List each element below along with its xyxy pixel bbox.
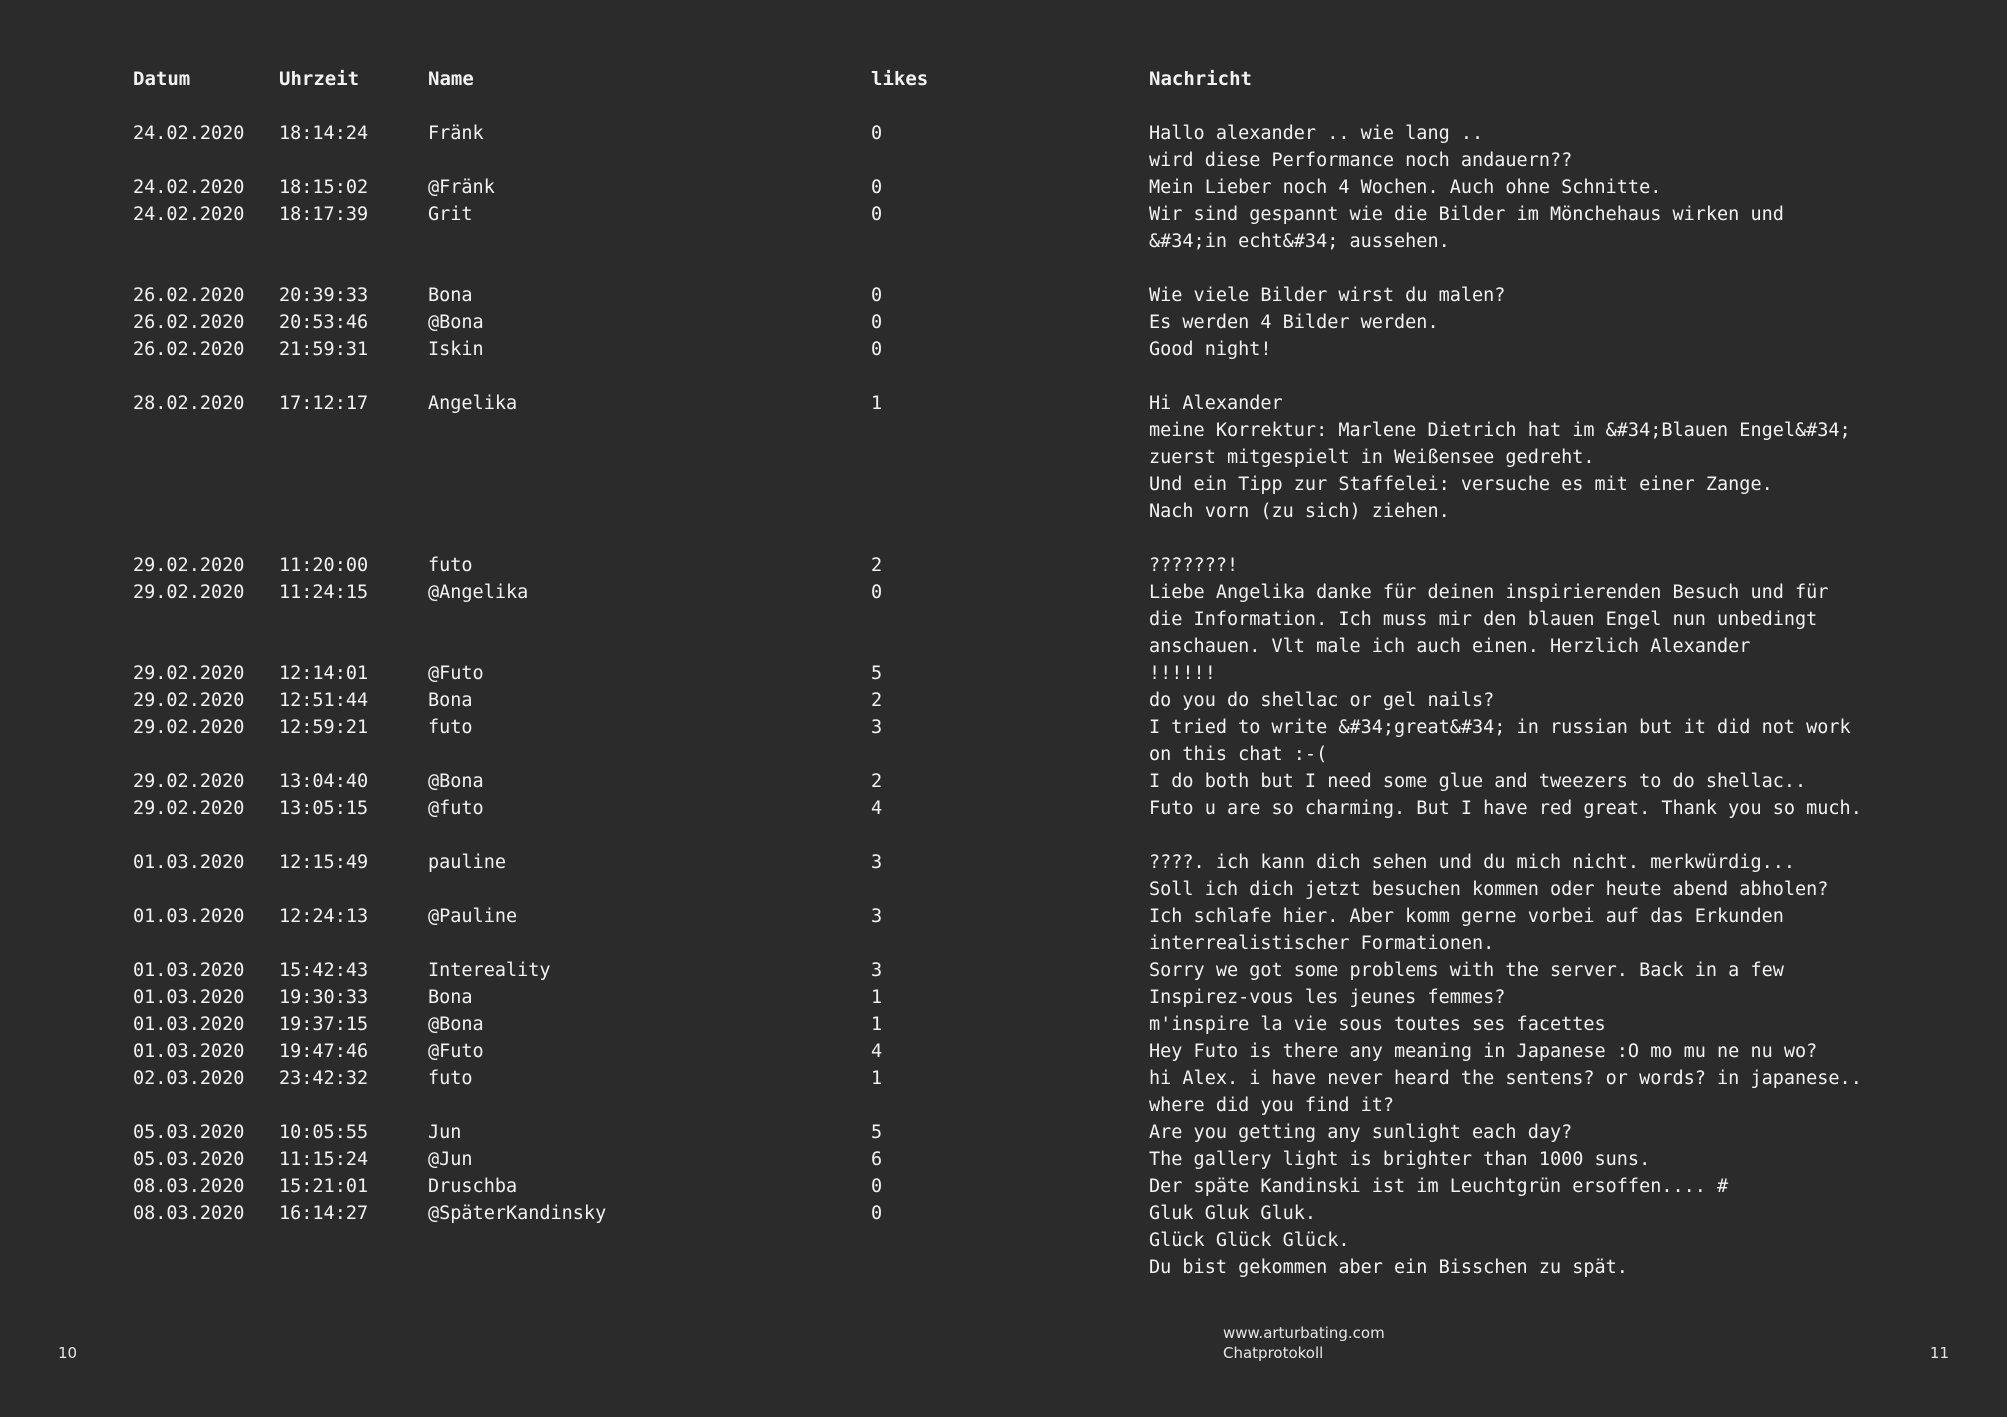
row-message	[1149, 1038, 1989, 1065]
column-header-name: Name	[428, 68, 474, 90]
row-name: Jun	[428, 1122, 462, 1143]
row-time: 12:51:44	[279, 690, 369, 711]
message-line: where did you find it?	[1149, 1095, 1395, 1116]
table-row	[0, 201, 2007, 255]
message-line: Are you getting any sunlight each day?	[1149, 1122, 1573, 1143]
table-row	[0, 390, 2007, 525]
row-likes: 0	[871, 204, 883, 225]
table-row	[0, 768, 2007, 795]
message-line: meine Korrektur: Marlene Dietrich hat im &#34;Blauen Engel&#34;	[1149, 420, 1851, 441]
row-name: @Futo	[428, 1041, 484, 1062]
row-time: 12:24:13	[279, 906, 369, 927]
row-likes: 1	[871, 987, 883, 1008]
table-row	[0, 1173, 2007, 1200]
row-message	[1149, 309, 1989, 336]
row-name: @Fränk	[428, 177, 495, 198]
row-date: 08.03.2020	[133, 1203, 245, 1224]
row-likes: 5	[871, 1122, 883, 1143]
row-message	[1149, 552, 1989, 579]
row-likes: 4	[871, 1041, 883, 1062]
row-time: 17:12:17	[279, 393, 369, 414]
row-time: 11:24:15	[279, 582, 369, 603]
row-name: @Angelika	[428, 582, 529, 603]
row-message	[1149, 903, 1989, 957]
row-message	[1149, 984, 1989, 1011]
row-date: 29.02.2020	[133, 717, 245, 738]
row-time: 20:39:33	[279, 285, 369, 306]
row-time: 15:42:43	[279, 960, 369, 981]
row-message	[1149, 1146, 1989, 1173]
row-time: 23:42:32	[279, 1068, 369, 1089]
row-message	[1149, 1011, 1989, 1038]
chat-log-table	[0, 120, 2007, 1281]
message-line: Du bist gekommen aber ein Bisschen zu spät.	[1149, 1257, 1628, 1278]
row-time: 18:15:02	[279, 177, 369, 198]
row-message	[1149, 282, 1989, 309]
row-name: futo	[428, 555, 473, 576]
table-row	[0, 1011, 2007, 1038]
row-date: 02.03.2020	[133, 1068, 245, 1089]
row-name: @Bona	[428, 1014, 484, 1035]
row-likes: 4	[871, 798, 883, 819]
row-time: 13:05:15	[279, 798, 369, 819]
row-name: pauline	[428, 852, 506, 873]
table-row	[0, 957, 2007, 984]
row-likes: 0	[871, 123, 883, 144]
table-row	[0, 1038, 2007, 1065]
row-time: 11:20:00	[279, 555, 369, 576]
row-time: 19:37:15	[279, 1014, 369, 1035]
message-line: Glück Glück Glück.	[1149, 1230, 1350, 1251]
row-likes: 2	[871, 555, 883, 576]
message-line: Es werden 4 Bilder werden.	[1149, 312, 1439, 333]
footer-url: www.arturbating.com	[1223, 1324, 1385, 1342]
message-line: Mein Lieber noch 4 Wochen. Auch ohne Schnitte.	[1149, 177, 1662, 198]
row-time: 21:59:31	[279, 339, 369, 360]
message-line: die Information. Ich muss mir den blauen Engel nun unbedingt	[1149, 609, 1818, 630]
row-message	[1149, 849, 1989, 903]
row-time: 11:15:24	[279, 1149, 369, 1170]
row-message	[1149, 390, 1989, 525]
table-row	[0, 174, 2007, 201]
message-line: ????. ich kann dich sehen und du mich nicht. merkwürdig...	[1149, 852, 1796, 873]
row-date: 29.02.2020	[133, 555, 245, 576]
message-line: Wir sind gespannt wie die Bilder im Mönchehaus wirken und	[1149, 204, 1784, 225]
row-time: 19:30:33	[279, 987, 369, 1008]
footer-title: Chatprotokoll	[1223, 1344, 1324, 1362]
row-time: 12:59:21	[279, 717, 369, 738]
column-header-message: Nachricht	[1149, 68, 1252, 90]
message-line: Hey Futo is there any meaning in Japanese :O mo mu ne nu wo?	[1149, 1041, 1818, 1062]
row-likes: 0	[871, 339, 883, 360]
row-date: 28.02.2020	[133, 393, 245, 414]
row-date: 08.03.2020	[133, 1176, 245, 1197]
row-message	[1149, 174, 1989, 201]
message-line: The gallery light is brighter than 1000 suns.	[1149, 1149, 1651, 1170]
row-likes: 1	[871, 1068, 883, 1089]
table-row	[0, 687, 2007, 714]
row-name: Grit	[428, 204, 473, 225]
message-line: Gluk Gluk Gluk.	[1149, 1203, 1317, 1224]
column-header-likes: likes	[871, 68, 929, 90]
message-line: anschauen. Vlt male ich auch einen. Herzlich Alexander	[1149, 636, 1751, 657]
table-row	[0, 282, 2007, 309]
row-name: @Bona	[428, 771, 484, 792]
message-line: zuerst mitgespielt in Weißensee gedreht.	[1149, 447, 1595, 468]
row-date: 26.02.2020	[133, 285, 245, 306]
row-date: 01.03.2020	[133, 987, 245, 1008]
table-row	[0, 1065, 2007, 1119]
row-date: 01.03.2020	[133, 1041, 245, 1062]
row-date: 26.02.2020	[133, 312, 245, 333]
message-line: ???????!	[1149, 555, 1239, 576]
row-message	[1149, 201, 1989, 255]
table-row	[0, 903, 2007, 957]
message-line: interrealistischer Formationen.	[1149, 933, 1495, 954]
table-row	[0, 984, 2007, 1011]
table-row	[0, 849, 2007, 903]
row-likes: 3	[871, 906, 883, 927]
table-row	[0, 120, 2007, 174]
row-time: 10:05:55	[279, 1122, 369, 1143]
message-line: wird diese Performance noch andauern??	[1149, 150, 1573, 171]
row-name: Intereality	[428, 960, 551, 981]
row-date: 24.02.2020	[133, 123, 245, 144]
row-message	[1149, 687, 1989, 714]
row-name: futo	[428, 1068, 473, 1089]
table-row	[0, 1146, 2007, 1173]
page-number-left: 10	[58, 1344, 78, 1362]
row-likes: 6	[871, 1149, 883, 1170]
row-message	[1149, 1065, 1989, 1119]
row-likes: 3	[871, 960, 883, 981]
row-likes: 2	[871, 690, 883, 711]
row-likes: 0	[871, 177, 883, 198]
row-likes: 1	[871, 1014, 883, 1035]
message-line: Futo u are so charming. But I have red great. Thank you so much.	[1149, 798, 1862, 819]
row-time: 16:14:27	[279, 1203, 369, 1224]
row-date: 01.03.2020	[133, 1014, 245, 1035]
row-likes: 0	[871, 1203, 883, 1224]
table-row	[0, 579, 2007, 660]
table-row	[0, 1200, 2007, 1281]
row-message	[1149, 768, 1989, 795]
column-header-time: Uhrzeit	[279, 68, 360, 90]
table-row	[0, 795, 2007, 822]
message-line: m'inspire la vie sous toutes ses facettes	[1149, 1014, 1606, 1035]
row-date: 01.03.2020	[133, 960, 245, 981]
row-date: 26.02.2020	[133, 339, 245, 360]
message-line: Ich schlafe hier. Aber komm gerne vorbei auf das Erkunden	[1149, 906, 1784, 927]
table-row	[0, 1119, 2007, 1146]
row-name: @futo	[428, 798, 484, 819]
row-date: 29.02.2020	[133, 798, 245, 819]
page-number-right: 11	[1929, 1344, 1949, 1362]
row-message	[1149, 336, 1989, 363]
row-likes: 1	[871, 393, 883, 414]
row-message	[1149, 120, 1989, 174]
row-time: 18:14:24	[279, 123, 369, 144]
row-date: 29.02.2020	[133, 663, 245, 684]
row-time: 12:15:49	[279, 852, 369, 873]
message-line: !!!!!!	[1149, 663, 1216, 684]
message-line: Nach vorn (zu sich) ziehen.	[1149, 501, 1450, 522]
row-name: @Jun	[428, 1149, 473, 1170]
row-time: 13:04:40	[279, 771, 369, 792]
row-message	[1149, 714, 1989, 768]
message-line: Sorry we got some problems with the server. Back in a few	[1149, 960, 1784, 981]
row-date: 01.03.2020	[133, 852, 245, 873]
row-likes: 2	[871, 771, 883, 792]
row-name: Fränk	[428, 123, 484, 144]
row-likes: 0	[871, 1176, 883, 1197]
table-row	[0, 660, 2007, 687]
row-message	[1149, 660, 1989, 687]
row-date: 01.03.2020	[133, 906, 245, 927]
message-line: Und ein Tipp zur Staffelei: versuche es mit einer Zange.	[1149, 474, 1773, 495]
table-row	[0, 714, 2007, 768]
row-likes: 3	[871, 717, 883, 738]
message-line: Good night!	[1149, 339, 1272, 360]
column-header-date: Datum	[133, 68, 191, 90]
message-line: Der späte Kandinski ist im Leuchtgrün ersoffen.... #	[1149, 1176, 1729, 1197]
table-header	[0, 66, 2007, 93]
row-time: 19:47:46	[279, 1041, 369, 1062]
message-line: &#34;in echt&#34; aussehen.	[1149, 231, 1450, 252]
row-date: 29.02.2020	[133, 771, 245, 792]
row-message	[1149, 1119, 1989, 1146]
row-likes: 5	[871, 663, 883, 684]
message-line: Liebe Angelika danke für deinen inspirierenden Besuch und für	[1149, 582, 1829, 603]
table-row	[0, 309, 2007, 336]
row-name: @Futo	[428, 663, 484, 684]
row-name: futo	[428, 717, 473, 738]
message-line: I do both but I need some glue and tweezers to do shellac..	[1149, 771, 1807, 792]
message-line: hi Alex. i have never heard the sentens? or words? in japanese..	[1149, 1068, 1862, 1089]
table-row	[0, 552, 2007, 579]
message-line: Inspirez-vous les jeunes femmes?	[1149, 987, 1506, 1008]
row-name: @Bona	[428, 312, 484, 333]
row-name: @SpäterKandinsky	[428, 1203, 607, 1224]
row-name: Bona	[428, 690, 473, 711]
row-date: 29.02.2020	[133, 690, 245, 711]
message-line: Wie viele Bilder wirst du malen?	[1149, 285, 1506, 306]
row-name: Iskin	[428, 339, 484, 360]
row-name: Bona	[428, 987, 473, 1008]
row-message	[1149, 957, 1989, 984]
row-time: 15:21:01	[279, 1176, 369, 1197]
row-likes: 0	[871, 582, 883, 603]
row-message	[1149, 795, 1989, 822]
row-date: 29.02.2020	[133, 582, 245, 603]
row-likes: 0	[871, 312, 883, 333]
message-line: Hi Alexander	[1149, 393, 1283, 414]
table-row	[0, 336, 2007, 363]
row-time: 20:53:46	[279, 312, 369, 333]
row-date: 05.03.2020	[133, 1122, 245, 1143]
row-message	[1149, 1173, 1989, 1200]
row-name: Druschba	[428, 1176, 518, 1197]
message-line: on this chat :-(	[1149, 744, 1328, 765]
message-line: I tried to write &#34;great&#34; in russian but it did not work	[1149, 717, 1851, 738]
row-date: 24.02.2020	[133, 177, 245, 198]
row-date: 24.02.2020	[133, 204, 245, 225]
row-name: @Pauline	[428, 906, 518, 927]
row-name: Angelika	[428, 393, 518, 414]
row-likes: 0	[871, 285, 883, 306]
message-line: Hallo alexander .. wie lang ..	[1149, 123, 1484, 144]
message-line: Soll ich dich jetzt besuchen kommen oder heute abend abholen?	[1149, 879, 1829, 900]
row-message	[1149, 1200, 1989, 1281]
row-date: 05.03.2020	[133, 1149, 245, 1170]
row-name: Bona	[428, 285, 473, 306]
row-likes: 3	[871, 852, 883, 873]
message-line: do you do shellac or gel nails?	[1149, 690, 1495, 711]
row-message	[1149, 579, 1989, 660]
row-time: 12:14:01	[279, 663, 369, 684]
row-time: 18:17:39	[279, 204, 369, 225]
